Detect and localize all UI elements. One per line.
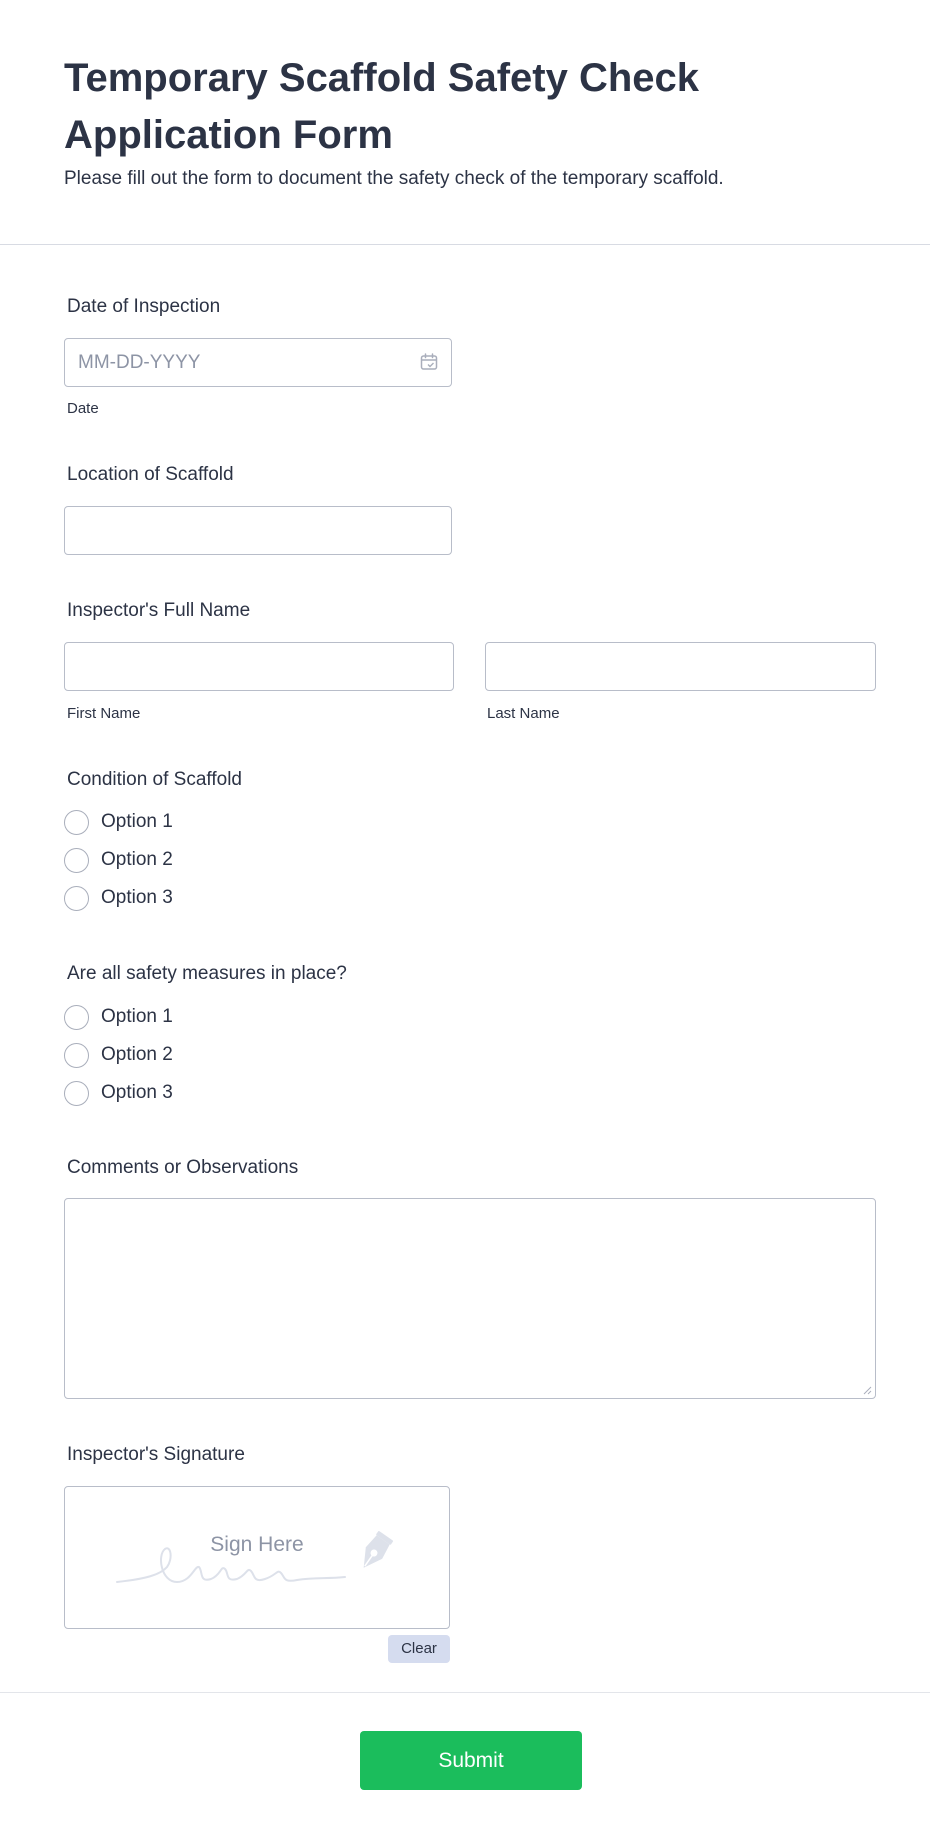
condition-label: Condition of Scaffold	[67, 769, 242, 790]
last-name-sublabel: Last Name	[487, 705, 560, 722]
page-title: Temporary Scaffold Safety Check Application Form	[64, 56, 700, 157]
radio-button[interactable]	[64, 886, 89, 911]
radio-label: Option 2	[101, 1044, 173, 1065]
date-placeholder: MM-DD-YYYY	[78, 352, 201, 373]
calendar-icon[interactable]	[419, 352, 439, 372]
sign-here-placeholder: Sign Here	[210, 1533, 304, 1556]
last-name-input[interactable]	[485, 642, 876, 691]
page-subtitle: Please fill out the form to document the safety check of the temporary scaffold.	[64, 168, 724, 189]
submit-button[interactable]: Submit	[360, 1731, 582, 1790]
radio-label: Option 1	[101, 811, 173, 832]
date-of-inspection-label: Date of Inspection	[67, 296, 221, 317]
resize-handle-icon[interactable]	[862, 1385, 872, 1395]
comments-textarea[interactable]	[64, 1198, 876, 1399]
first-name-input[interactable]	[64, 642, 454, 691]
radio-label: Option 1	[101, 1006, 173, 1027]
first-name-sublabel: First Name	[67, 705, 141, 722]
radio-button[interactable]	[64, 1081, 89, 1106]
location-label: Location of Scaffold	[67, 464, 234, 485]
radio-label: Option 3	[101, 1082, 173, 1103]
form-header	[0, 0, 930, 245]
date-input[interactable]	[64, 338, 452, 387]
signature-label: Inspector's Signature	[67, 1444, 245, 1465]
radio-button[interactable]	[64, 848, 89, 873]
radio-button[interactable]	[64, 1005, 89, 1030]
radio-label: Option 3	[101, 887, 173, 908]
clear-signature-button[interactable]: Clear	[388, 1635, 450, 1663]
radio-label: Option 2	[101, 849, 173, 870]
footer-divider	[0, 1692, 930, 1693]
radio-button[interactable]	[64, 810, 89, 835]
signature-pad[interactable]	[64, 1486, 450, 1629]
location-input[interactable]	[64, 506, 452, 555]
radio-button[interactable]	[64, 1043, 89, 1068]
inspector-name-label: Inspector's Full Name	[67, 600, 251, 621]
safety-measures-label: Are all safety measures in place?	[67, 963, 347, 984]
comments-label: Comments or Observations	[67, 1157, 299, 1178]
date-sublabel: Date	[67, 400, 99, 417]
